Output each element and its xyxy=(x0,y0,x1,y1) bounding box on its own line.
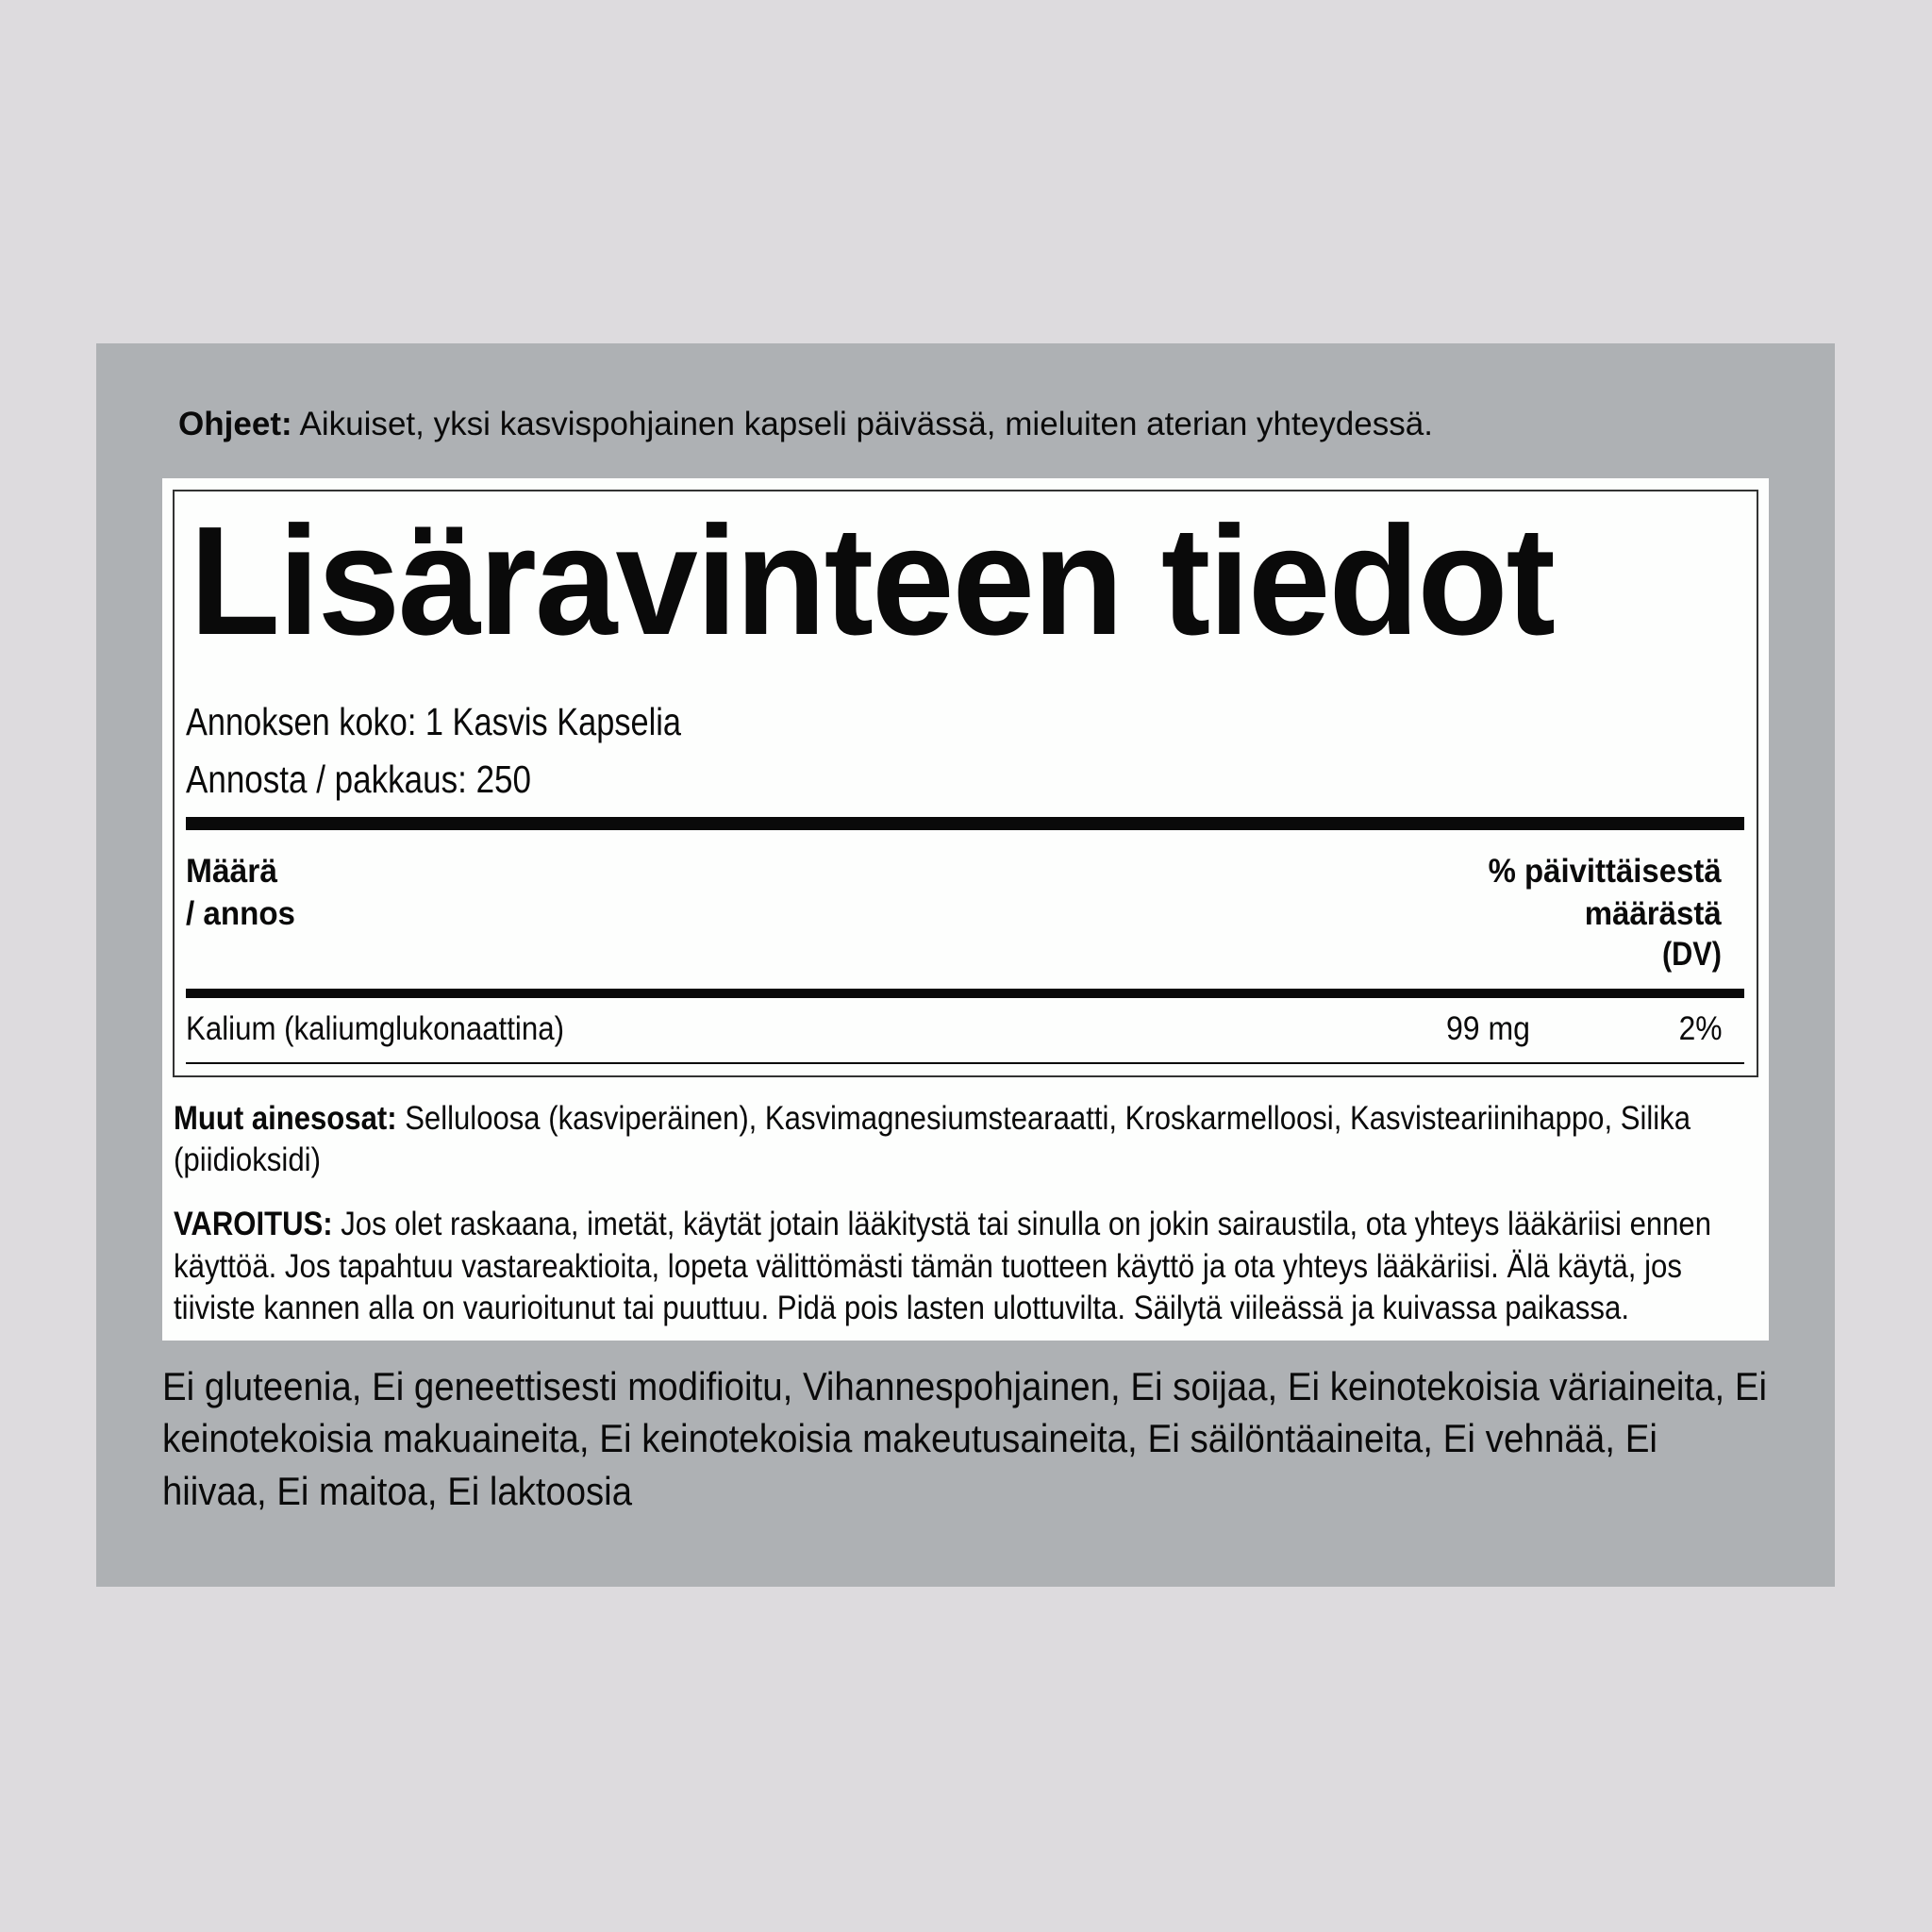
thick-divider xyxy=(186,817,1744,830)
free-from-line-1: Ei gluteenia, Ei geneettisesti modifioitu, Vihannespohjainen, Ei soijaa, Ei keinotekoisia väriaineita, Ei xyxy=(162,1364,1767,1408)
warning-label: VAROITUS: xyxy=(174,1206,333,1242)
dv-header-line-3: (DV) xyxy=(1662,936,1722,973)
header-divider xyxy=(186,989,1744,998)
directions-text: Aikuiset, yksi kasvispohjainen kapseli päivässä, mieluiten aterian yhteydessä. xyxy=(291,406,1434,442)
other-ingredients-label: Muut ainesosat: xyxy=(174,1100,397,1137)
serving-size: Annoksen koko: 1 Kasvis Kapselia xyxy=(186,700,681,743)
other-ingredients-line-1 xyxy=(174,1102,1690,1135)
amount-header-line-1: Määrä xyxy=(186,853,277,890)
free-from-line-3: hiivaa, Ei maitoa, Ei laktoosia xyxy=(162,1469,632,1513)
dv-header-line-1: % päivittäisestä xyxy=(1489,853,1722,890)
amount-header-line-2: / annos xyxy=(186,895,295,932)
directions-line xyxy=(178,408,1433,441)
nutrient-name: Kalium (kaliumglukonaattina) xyxy=(186,1010,564,1047)
facts-title: Lisäravinteen tiedot xyxy=(190,494,1554,667)
servings-per-container: Annosta / pakkaus: 250 xyxy=(186,758,531,801)
row-divider xyxy=(186,1062,1744,1064)
warning-line-3: tiiviste kannen alla on vaurioitunut tai puuttuu. Pidä pois lasten ulottuvilta. Säilytä viileässä ja kuivassa paikassa. xyxy=(174,1290,1629,1326)
other-ingredients-text: Selluloosa (kasviperäinen), Kasvimagnesiumstearaatti, Kroskarmelloosi, Kasvisteariinihappo, Silika xyxy=(396,1100,1690,1137)
other-ingredients-line-2: (piidioksidi) xyxy=(174,1141,321,1178)
warning-text: Jos olet raskaana, imetät, käytät jotain lääkitystä tai sinulla on jokin sairaustila, ota yhteys lääkäriisi ennen xyxy=(332,1206,1711,1242)
nutrient-dv: 2% xyxy=(1679,1010,1723,1047)
dv-header-line-2: määrästä xyxy=(1585,895,1722,932)
warning-line-1 xyxy=(174,1208,1711,1241)
warning-line-2: käyttöä. Jos tapahtuu vastareaktioita, lopeta välittömästi tämän tuotteen käyttö ja ota yhteys lääkäriisi. Älä käytä, jos xyxy=(174,1248,1682,1285)
directions-label: Ohjeet: xyxy=(178,406,292,442)
nutrient-amount: 99 mg xyxy=(1446,1010,1530,1047)
free-from-line-2: keinotekoisia makuaineita, Ei keinotekoisia makeutusaineita, Ei säilöntäaineita, Ei vehnää, Ei xyxy=(162,1416,1657,1460)
